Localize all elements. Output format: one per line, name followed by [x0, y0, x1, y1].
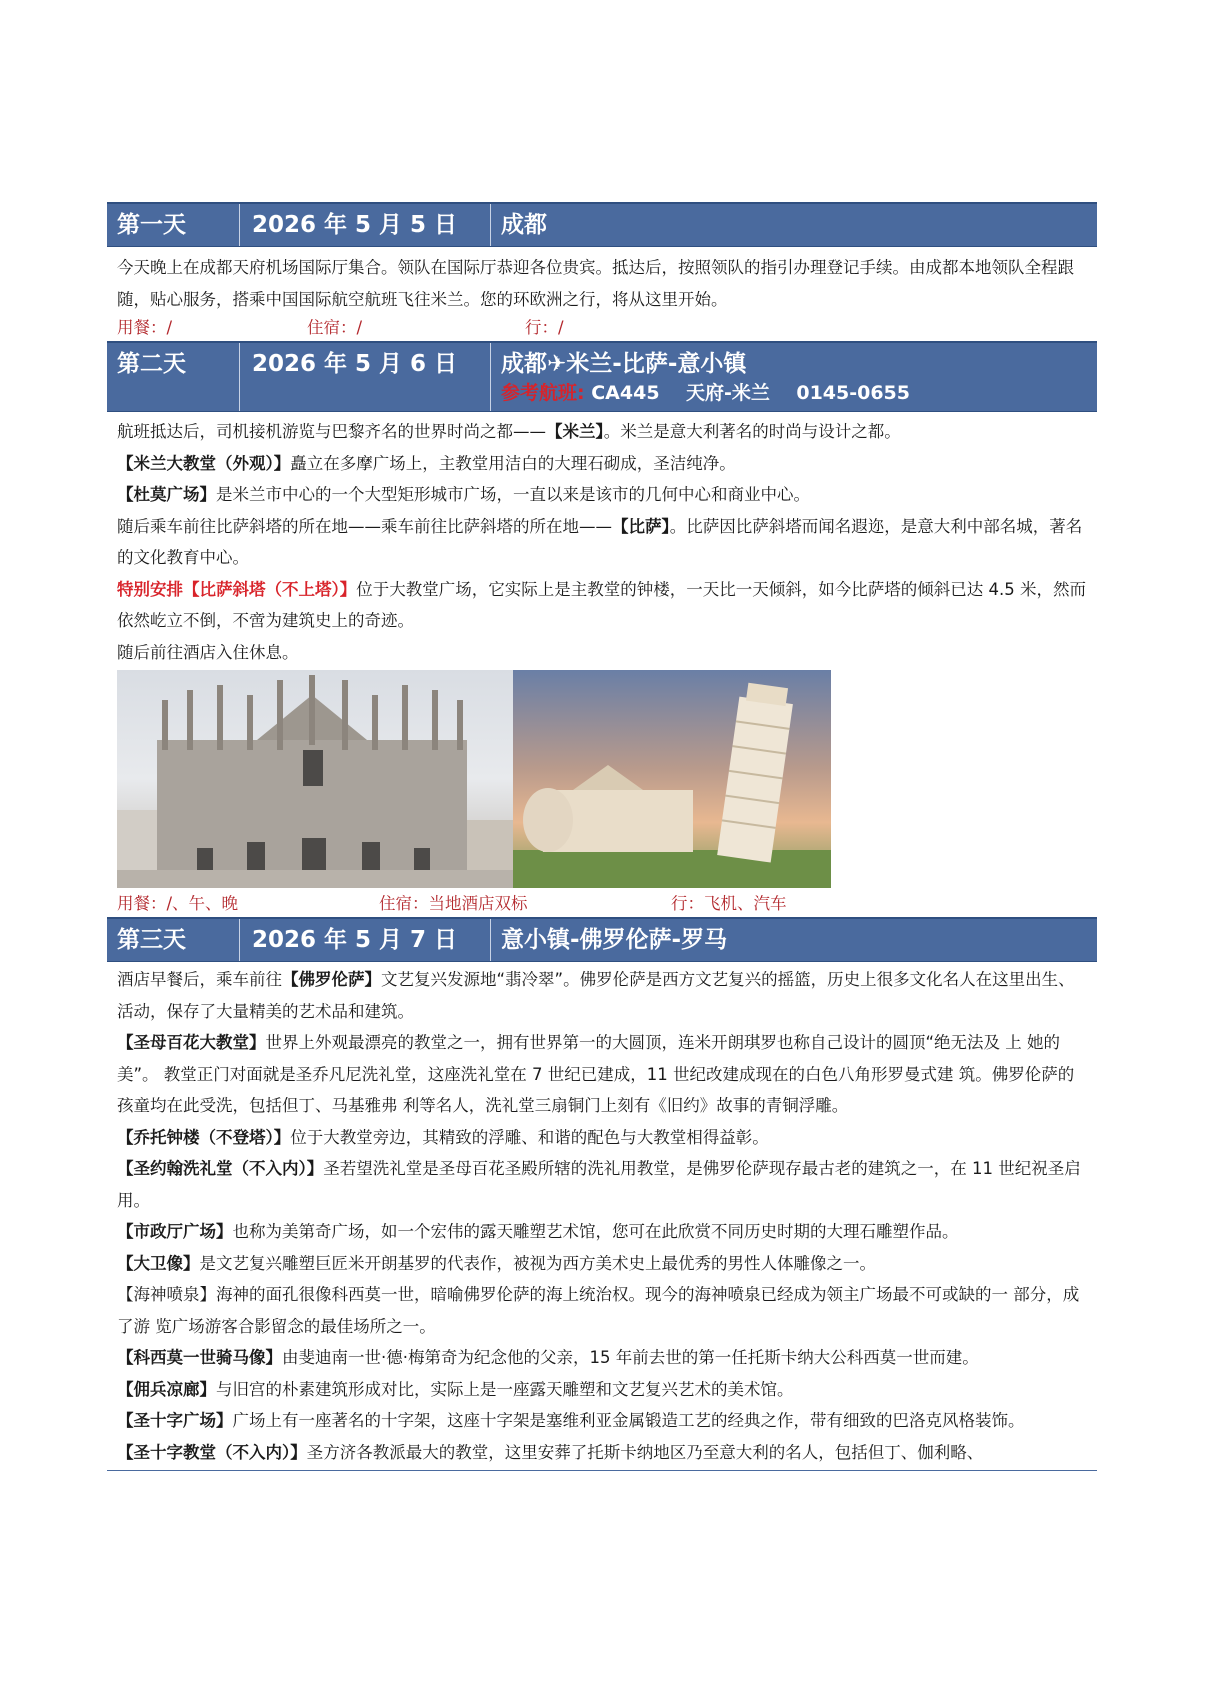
- day2-date: 2026 年 5 月 6 日: [240, 343, 491, 411]
- day3-p9-post: 与旧宫的朴素建筑形成对比，实际上是一座露天雕塑和文艺复兴艺术的美术馆。: [216, 1379, 794, 1399]
- day3-p8: [107, 1342, 1097, 1374]
- day1-meals-row: [107, 315, 1097, 341]
- day3-p10-b: 【圣十字广场】: [117, 1411, 233, 1430]
- day1-date: 2026 年 5 月 5 日: [240, 204, 491, 246]
- day3-p5-b: 【市政厅广场】: [117, 1222, 233, 1241]
- day3-p2-b: 【圣母百花大教堂】: [117, 1033, 266, 1052]
- day3-p4-post: 圣若望洗礼堂是圣母百花圣殿所辖的洗礼用教堂，是佛罗伦萨现存最古老的建筑之一，在 11 世纪祝圣启用。: [117, 1159, 1081, 1210]
- itinerary-page: [107, 202, 1097, 1471]
- day3-p5-post: 也称为美第奇广场，如一个宏伟的露天雕塑艺术馆，您可在此欣赏不同历史时期的大理石雕塑作品。: [232, 1222, 959, 1241]
- day2-hotel: 住宿：当地酒店双标: [379, 894, 528, 913]
- day3-p8-b: 【科西莫一世骑马像】: [117, 1348, 282, 1367]
- day3-p11-b: 【圣十字教堂（不入内）】: [117, 1442, 307, 1462]
- day3-p5: [107, 1216, 1097, 1248]
- day3-p1-b: 【佛罗伦萨】: [282, 970, 381, 989]
- day3-p2: [107, 1027, 1097, 1122]
- day3-p1: [107, 964, 1097, 1027]
- pisa-tower-image: [513, 670, 831, 888]
- day3-p6-post: 是文艺复兴雕塑巨匠米开朗基罗的代表作，被视为西方美术史上最优秀的男性人体雕像之一。: [199, 1253, 876, 1273]
- day2-p1-post: 。米兰是意大利著名的时尚与设计之都。: [603, 422, 901, 441]
- day3-route: 意小镇-佛罗伦萨-罗马: [501, 927, 728, 953]
- day2-p1-pre: 航班抵达后，司机接机游览与巴黎齐名的世界时尚之都——: [117, 422, 546, 441]
- day3-p9: [107, 1374, 1097, 1406]
- day3-p2-post: 世界上外观最漂亮的教堂之一，拥有世界第一的大圆顶，连米开朗琪罗也称自己设计的圆顶“绝无法及 上 她的美”。 教堂正门对面就是圣乔凡尼洗礼堂，这座洗礼堂在 7 世纪已建成，11 世纪改建成现在的白色八角形罗曼式建 筑。佛罗伦萨的孩童均在此受洗，包括但丁、马基雅弗 利等名人，洗礼堂三扇铜门上刻有《旧约》故事的青铜浮雕。: [117, 1033, 1075, 1115]
- day3-p7: [107, 1279, 1097, 1342]
- day2-images: [107, 670, 1097, 888]
- day2-p2-b: 【米兰大教堂（外观）】: [117, 453, 291, 473]
- day2-p5: [107, 574, 1097, 637]
- day2-transport: 行：飞机、汽车: [671, 894, 787, 913]
- day2-p2-post: 矗立在多摩广场上，主教堂用洁白的大理石砌成，圣洁纯净。: [290, 453, 736, 473]
- day3-p6: [107, 1248, 1097, 1280]
- day2-p4: [107, 511, 1097, 574]
- day3-p11: [107, 1437, 1097, 1469]
- day1-route: 成都: [501, 212, 547, 238]
- day1-header: [107, 202, 1097, 247]
- pisa-tower-drawing: [513, 670, 831, 888]
- day3-label: 第三天: [107, 919, 240, 961]
- day3-p3-b: 【乔托钟楼（不登塔）】: [117, 1127, 291, 1147]
- day3-p3-post: 位于大教堂旁边，其精致的浮雕、和谐的配色与大教堂相得益彰。: [290, 1127, 769, 1147]
- day3-p1-post: 文艺复兴发源地“翡冷翠”。佛罗伦萨是西方文艺复兴的摇篮，历史上很多文化名人在这里出生、 活动，保存了大量精美的艺术品和建筑。: [117, 970, 1075, 1021]
- day3-p9-b: 【佣兵凉廊】: [117, 1379, 216, 1399]
- day2-p1: [107, 416, 1097, 448]
- day2-meals-row: [107, 891, 1097, 917]
- day2-header: [107, 341, 1097, 412]
- day3-header: [107, 917, 1097, 962]
- day2-p1-b: 【米兰】: [546, 422, 604, 441]
- day2-p4-pre: 随后乘车前往比萨斜塔的所在地——乘车前往比萨斜塔的所在地——: [117, 516, 612, 536]
- day3-p10-post: 广场上有一座著名的十字架，这座十字架是塞维利亚金属锻造工艺的经典之作，带有细致的巴洛克风格装饰。: [232, 1411, 1025, 1430]
- day3-p4: [107, 1153, 1097, 1216]
- day2-p2: [107, 448, 1097, 480]
- day3-p7-pre: 【海神喷泉】: [117, 1285, 216, 1304]
- day3-p3: [107, 1122, 1097, 1154]
- day2-p4-post: 。比萨因比萨斜塔而闻名遐迩，是意大利中部名城，著名的文化教育中心。: [117, 516, 1083, 567]
- day2-p6: 随后前往酒店入住休息。: [117, 642, 299, 662]
- day2-p3-post: 是米兰市中心的一个大型矩形城市广场，一直以来是该市的几何中心和商业中心。: [216, 485, 810, 504]
- day1-desc: 今天晚上在成都天府机场国际厅集合。领队在国际厅恭迎各位贵宾。抵达后，按照领队的指引办理登记手续。由成都本地领队全程跟随，贴心服务，搭乘中国国际航空航班飞往米兰。您的环欧洲之行，将从这里开始。: [117, 258, 1074, 309]
- day3-p4-b: 【圣约翰洗礼堂（不入内）】: [117, 1159, 324, 1178]
- day2-route: 成都✈米兰-比萨-意小镇: [501, 351, 747, 377]
- day3-p10: [107, 1405, 1097, 1437]
- day3-p7-post: 海神的面孔很像科西莫一世，暗喻佛罗伦萨的海上统治权。现今的海神喷泉已经成为领主广场最不可或缺的一 部分，成了游 览广场游客合影留念的最佳场所之一。: [117, 1285, 1080, 1336]
- milan-cathedral-image: [117, 670, 513, 888]
- flight-label: 参考航班:: [501, 382, 585, 404]
- day2-label: 第二天: [107, 343, 240, 411]
- day3-p11-post: 圣方济各教派最大的教堂，这里安葬了托斯卡纳地区乃至意大利的名人，包括但丁、伽利略、: [306, 1442, 984, 1462]
- day1-label: 第一天: [107, 204, 240, 246]
- day2-flight: [501, 381, 1087, 405]
- day3-p1-pre: 酒店早餐后，乘车前往: [117, 970, 282, 989]
- milan-cathedral-drawing: [117, 670, 513, 888]
- day2-p3: [107, 479, 1097, 511]
- day1-meals: 用餐：/: [117, 318, 173, 337]
- day3-p8-post: 由斐迪南一世·德·梅第奇为纪念他的父亲，15 年前去世的第一任托斯卡纳大公科西莫一世而建。: [282, 1348, 979, 1367]
- bottom-rule: [107, 1470, 1097, 1471]
- day3-p6-b: 【大卫像】: [117, 1253, 200, 1273]
- day2-meals: 用餐：/、午、晚: [117, 894, 239, 913]
- day2-p3-b: 【杜莫广场】: [117, 485, 216, 504]
- day1-hotel: 住宿：/: [307, 318, 363, 337]
- day3-date: 2026 年 5 月 7 日: [240, 919, 491, 961]
- day2-p4-b: 【比萨】: [612, 516, 670, 536]
- day2-p5-post: 位于大教堂广场，它实际上是主教堂的钟楼，一天比一天倾斜，如今比萨塔的倾斜已达 4.5 米，然而依然屹立不倒，不啻为建筑史上的奇迹。: [117, 579, 1086, 630]
- flight-info: CA445 天府-米兰 0145-0655: [591, 382, 910, 404]
- day2-p5-red: 特别安排【比萨斜塔（不上塔）】: [117, 579, 357, 599]
- day2-route-cell: [491, 343, 1097, 411]
- day1-transport: 行：/: [525, 318, 564, 337]
